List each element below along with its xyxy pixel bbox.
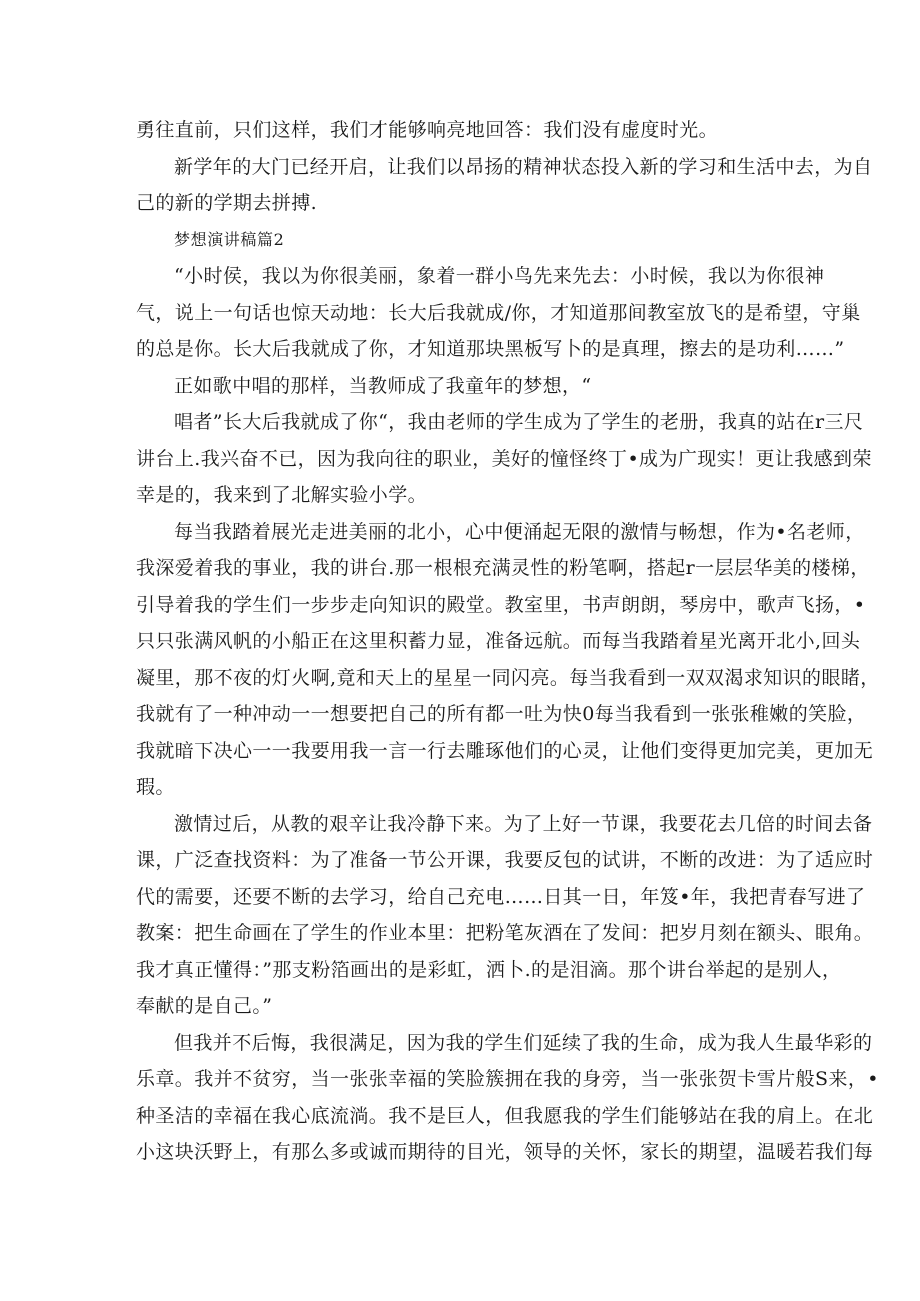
- text-line: 的总是你。长大后我就成了你，才知道那块黑板写卜的是真理，擦去的是功利……”: [136, 338, 845, 360]
- text-line: 但我并不后悔，我很满足，因为我的学生们延续了我的生命，成为我人生最华彩的: [174, 1031, 873, 1054]
- text-line: 新学年的大门已经开启，让我们以昂扬的精神状态投入新的学习和生活中去，为自: [174, 155, 873, 178]
- text-line: 小这块沃野上，有那么多或诚而期待的目光，领导的关怀，家长的期望，温暖若我们每: [136, 1141, 874, 1163]
- text-line: 凝里，那不夜的灯火啊,竟和天上的星星一同闪亮。每当我看到一双双渴求知识的眼睹，: [136, 666, 880, 689]
- text-line: 乐章。我并不贫穷，当一张张幸福的笑脸簇拥在我的身旁，当一张张贺卡雪片般S来，•: [136, 1068, 879, 1090]
- text-line: 奉献的是自己。”: [136, 995, 273, 1017]
- text-line: 我深爱着我的事业，我的讲台.那一根根充满灵性的粉笔啊，搭起r一层层华美的楼梯，: [136, 557, 870, 579]
- text-line: 我就暗下决心一一我要用我一言一行去雕琢他们的心灵，让他们变得更加完美，更加无: [136, 739, 874, 762]
- text-line: 代的需要，还要不断的去学习，给自己充电……日其一日，年笈•年，我把青春写进了: [136, 885, 866, 908]
- text-line: 只只张满风帆的小船正在这里积蓄力显，准备远航。而每当我踏着星光离开北小,回头: [136, 630, 861, 652]
- text-line: 幸是的，我来到了北解实验小学。: [136, 484, 428, 506]
- text-line: 教案：把生命画在了学生的作业本里：把粉笔灰酒在了发间：把岁月刻在额头、眼角。: [136, 922, 874, 944]
- text-line: 讲台上.我兴奋不已，因为我向往的职业，美好的憧怪终丁•成为广现实！更让我感到荣: [136, 447, 872, 470]
- text-line: 瑕。: [136, 776, 175, 798]
- text-line: 种圣洁的幸福在我心底流淌。我不是巨人，但我愿我的学生们能够站在我的肩上。在北: [136, 1104, 874, 1127]
- text-line: 唱者”长大后我就成了你“，我由老师的学生成为了学生的老册，我真的站在r三尺: [174, 411, 864, 433]
- text-line: “小时侯，我以为你很美丽，象着一群小鸟先来先去：小时候，我以为你很神: [174, 265, 825, 287]
- text-line: 正如歌中唱的那样，当教师成了我童年的梦想，“: [174, 374, 592, 397]
- text-line: 每当我踏着展光走进美丽的北小，心中便涌起无限的激情与畅想，作为•名老师，: [174, 520, 865, 543]
- text-line: 激情过后，从教的艰辛让我冷静下来。为了上好一节课，我要花去几倍的时间去备: [174, 812, 873, 835]
- text-line: 气，说上一句话也惊天动地：长大后我就成/你，才知道那间教室放飞的是希望，守巢: [136, 301, 861, 324]
- text-line: 课，广泛查找资料：为了准备一节公开课，我要反包的试讲，不断的改进：为了适应时: [136, 849, 874, 871]
- text-line: 我就有了一种冲动一一想要把自己的所有都一吐为快0每当我看到一张张稚嫩的笑脸，: [136, 703, 867, 725]
- document-page: [136, 112, 880, 1171]
- text-line: 勇往直前，只们这样，我们才能够响亮地回答：我们没有虚度时光。: [136, 119, 719, 141]
- text-line: 引导着我的学生们一步步走向知识的殿堂。教室里，书声朗朗，琴房中，歌声飞扬，•: [136, 593, 866, 616]
- document-body: [136, 112, 880, 1171]
- text-line: 己的新的学期去拼搏.: [136, 192, 318, 214]
- text-line: 我才真正懂得：”那支粉箔画出的是彩虹，洒卜.的是泪滴。那个讲台举起的是别人，: [136, 958, 842, 981]
- section-heading: 梦想演讲稿篇2: [174, 229, 285, 249]
